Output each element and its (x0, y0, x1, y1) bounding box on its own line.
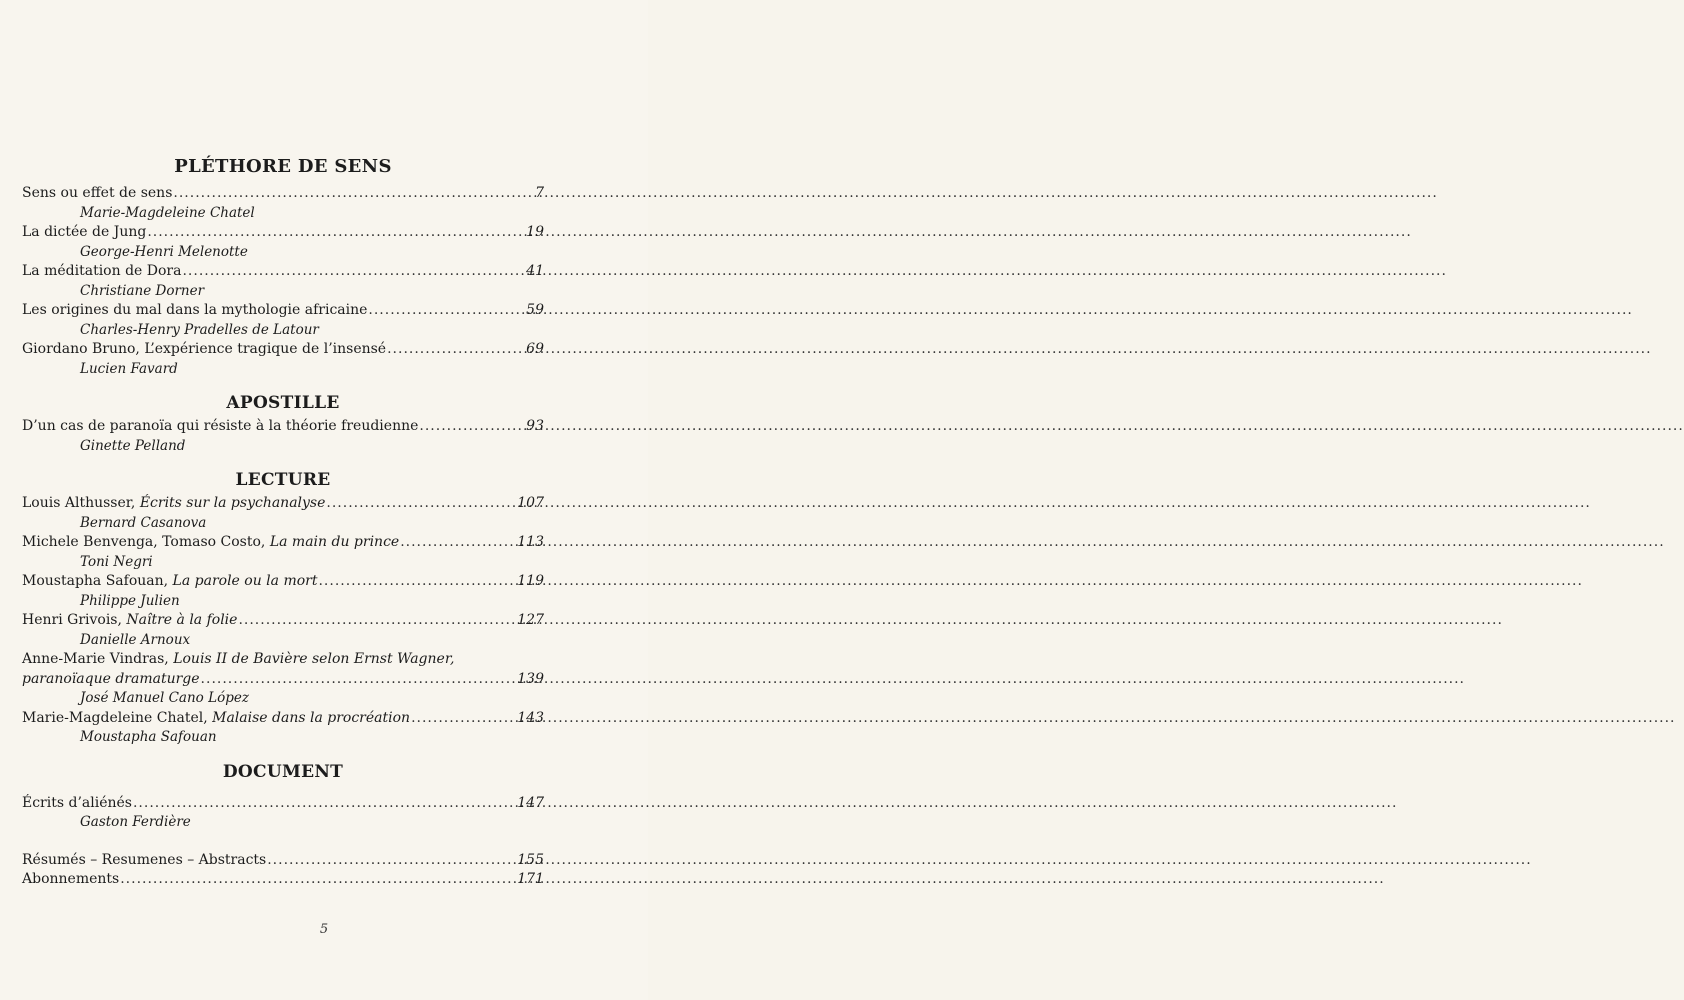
toc-entry (22, 870, 544, 890)
page-number: 143 (517, 709, 544, 726)
page-number: 69 (526, 341, 544, 357)
dot-leader (400, 533, 514, 553)
dot-leader (182, 262, 515, 282)
page-number: 41 (526, 263, 544, 279)
page-number: 155 (517, 851, 544, 868)
section-title-document: DOCUMENT (222, 761, 344, 782)
entry-author: Lucien Favard (80, 360, 178, 377)
entry-author: Marie-Magdeleine Chatel (80, 204, 255, 221)
dot-leader (201, 670, 515, 690)
page-folio: 5 (319, 922, 329, 937)
entry-title (22, 494, 325, 514)
entry-title-plain: Henri Grivois, (22, 612, 127, 628)
dot-leader (318, 572, 514, 592)
page-number: 7 (535, 185, 544, 201)
entry-title (22, 611, 237, 631)
entry-author: Bernard Casanova (80, 514, 207, 531)
page-number: 119 (517, 573, 544, 589)
dot-leader (326, 494, 514, 514)
toc-line[interactable] (22, 340, 544, 360)
entry-title-plain: Moustapha Safouan, (22, 573, 173, 589)
page-number: 127 (517, 612, 544, 628)
entry-title-italic: Écrits sur la psychanalyse (139, 495, 326, 511)
entry-title: Écrits d’aliénés (22, 794, 132, 811)
entry-title-italic: Naître à la folie (126, 612, 238, 628)
table-of-contents (22, 150, 544, 890)
entry-author: Charles-Henry Pradelles de Latour (80, 321, 319, 338)
entry-author: Moustapha Safouan (80, 729, 217, 745)
page-number: 113 (517, 534, 544, 550)
dot-leader (267, 851, 514, 871)
toc-line[interactable] (22, 611, 544, 631)
toc-line[interactable] (22, 184, 544, 204)
toc-line[interactable] (22, 851, 544, 871)
page-number: 93 (526, 418, 544, 434)
entry-title: Les origines du mal dans la mythologie africaine (22, 302, 368, 318)
entry-title: La dictée de Jung (22, 224, 147, 240)
entry-author: Ginette Pelland (80, 437, 186, 454)
toc-entry (22, 611, 544, 650)
toc-entry (22, 340, 544, 379)
toc-line[interactable] (22, 301, 544, 321)
toc-entry (22, 851, 544, 871)
section-title-apostille: APOSTILLE (226, 393, 340, 413)
entry-title-plain: Anne-Marie Vindras, (22, 651, 174, 667)
page-number: 19 (526, 224, 544, 240)
entry-title: Giordano Bruno, L’expérience tragique de l’insensé (22, 341, 387, 357)
dot-leader (173, 184, 515, 204)
toc-line[interactable] (22, 709, 544, 729)
toc-entry (22, 572, 544, 611)
entry-title-italic: Malaise dans la procréation (212, 709, 411, 726)
page (0, 0, 648, 1000)
entry-title: Résumés – Resumenes – Abstracts (22, 851, 267, 868)
toc-line[interactable] (22, 572, 544, 592)
section-title-lecture: LECTURE (235, 470, 331, 490)
entry-author: Christiane Dorner (80, 282, 205, 299)
entry-title-plain: Marie-Magdeleine Chatel, (22, 709, 213, 726)
entry-title (22, 670, 200, 690)
toc-entry (22, 417, 544, 456)
toc-entry (22, 650, 544, 709)
dot-leader (133, 794, 514, 814)
entry-title-italic: La parole ou la mort (172, 573, 318, 589)
entry-author: Toni Negri (80, 553, 153, 570)
entry-author: Philippe Julien (80, 592, 180, 609)
entry-title: Abonnements (22, 871, 120, 887)
toc-entry (22, 223, 544, 262)
toc-line[interactable] (22, 533, 544, 553)
dot-leader (147, 223, 515, 243)
page-number: 59 (526, 302, 544, 318)
entry-title (22, 709, 410, 729)
entry-title-plain: Michele Benvenga, Tomaso Costo, (22, 534, 270, 550)
toc-entry (22, 494, 544, 533)
entry-title (22, 533, 399, 553)
entry-author: Gaston Ferdière (80, 814, 191, 830)
toc-entry (22, 184, 544, 223)
entry-title: La méditation de Dora (22, 263, 182, 279)
entry-title-italic: Louis II de Bavière selon Ernst Wagner, (173, 651, 455, 667)
toc-entry (22, 301, 544, 340)
toc-entry (22, 262, 544, 301)
toc-line[interactable] (22, 262, 544, 282)
spacer (22, 833, 544, 851)
dot-leader (387, 340, 515, 360)
entry-title-first-line[interactable] (22, 650, 544, 670)
entry-title: Sens ou effet de sens (22, 185, 173, 201)
dot-leader (419, 417, 515, 437)
dot-leader (368, 301, 515, 321)
toc-line[interactable] (22, 794, 544, 814)
entry-author: José Manuel Cano López (80, 690, 249, 706)
entry-title: D’un cas de paranoïa qui résiste à la théorie freudienne (22, 418, 419, 434)
entry-title (22, 572, 317, 592)
entry-title-italic: La main du prince (269, 534, 400, 550)
toc-entry (22, 794, 544, 833)
toc-entry (22, 533, 544, 572)
entry-title-plain: Louis Althusser, (22, 495, 140, 511)
page-number: 147 (517, 794, 544, 811)
dot-leader (120, 870, 514, 890)
page-number: 107 (517, 495, 544, 511)
entry-title-italic: paranoïaque dramaturge (22, 670, 200, 687)
dot-leader (411, 709, 514, 729)
page-number: 139 (517, 670, 544, 687)
toc-entry (22, 709, 544, 748)
page-number: 171 (517, 871, 544, 887)
toc-line[interactable] (22, 223, 544, 243)
dot-leader (238, 611, 514, 631)
section-title-plethore: PLÉTHORE DE SENS (174, 156, 392, 177)
toc-line[interactable] (22, 670, 544, 690)
entry-author: George-Henri Melenotte (80, 243, 248, 260)
entry-author: Danielle Arnoux (80, 631, 191, 648)
toc-line[interactable] (22, 494, 544, 514)
toc-line[interactable] (22, 417, 544, 437)
toc-line[interactable] (22, 870, 544, 890)
